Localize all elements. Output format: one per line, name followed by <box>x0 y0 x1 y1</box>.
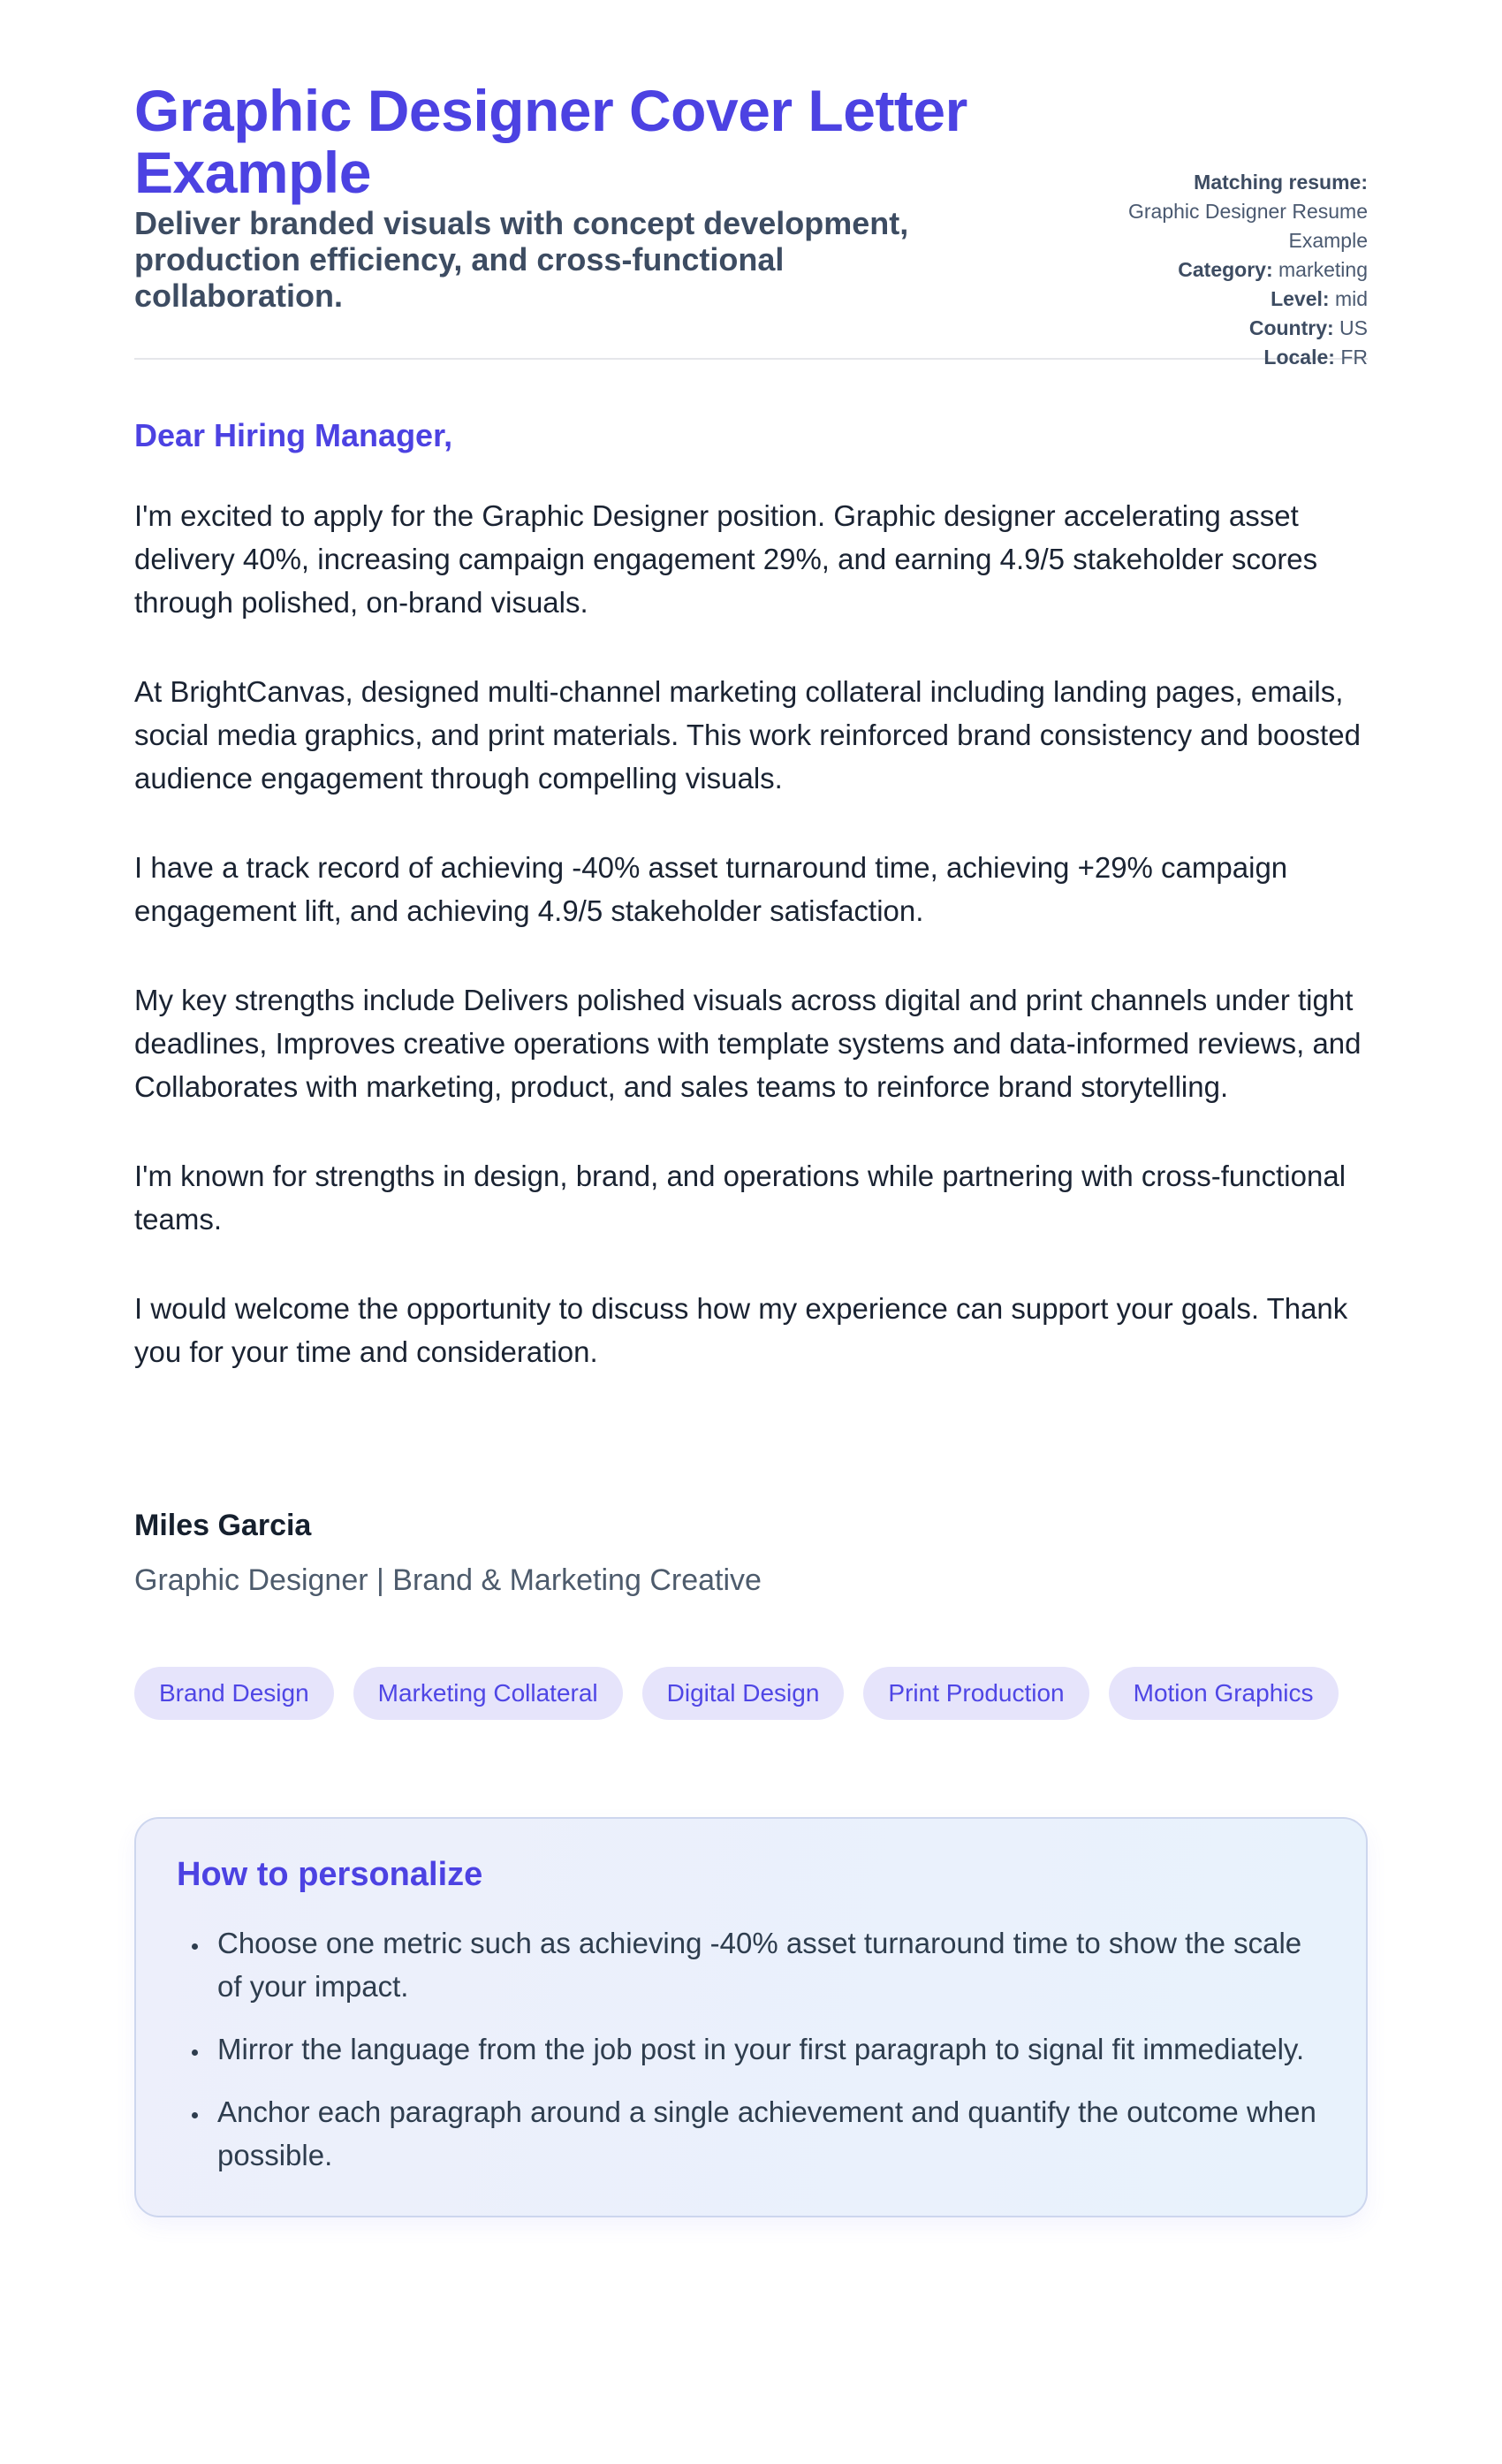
tag-pill-marketing-collateral[interactable]: Marketing Collateral <box>353 1667 623 1720</box>
paragraph-closing: I would welcome the opportunity to discuss how my experience can support your goals. Thank you for your time and consideration. <box>134 1292 1348 1368</box>
tag-list <box>134 1667 1368 1720</box>
paragraph-intro: I'm excited to apply for the Graphic Designer position. Graphic designer accelerating asset delivery 40%, increasing campaign engagement 29%, and earning 4.9/5 stakeholder scores through polished, on-brand visuals. <box>134 499 1318 619</box>
paragraph-experience: At BrightCanvas, designed multi-channel marketing collateral including landing pages, emails, social media graphics, and print materials. This work reinforced brand consistency and boosted audience engagement through compelling visuals. <box>134 675 1361 795</box>
meta-category-row <box>1076 255 1368 285</box>
personalize-bullet-anchor: • Anchor each paragraph around a single achievement and quantify the outcome when possible. <box>210 2090 1325 2177</box>
meta-category-label: Category: <box>1178 258 1273 281</box>
meta-locale-row <box>1076 343 1368 372</box>
personalize-heading: How to personalize <box>177 1856 483 1893</box>
meta-locale-value: FR <box>1340 346 1368 369</box>
tag-pill-brand-design[interactable]: Brand Design <box>134 1667 334 1720</box>
greeting: Dear Hiring Manager, <box>134 417 453 453</box>
meta-level-label: Level: <box>1271 287 1330 310</box>
meta-block <box>1076 168 1368 372</box>
cover-letter-page <box>0 80 1502 2217</box>
paragraph-known-for: I'm known for strengths in design, brand, and operations while partnering with cross-functional teams. <box>134 1160 1346 1236</box>
tag-pill-print-production[interactable]: Print Production <box>863 1667 1089 1720</box>
meta-country-label: Country: <box>1248 316 1334 339</box>
meta-category-value: marketing <box>1278 258 1368 281</box>
meta-country-value: US <box>1339 316 1368 339</box>
tag-pill-motion-graphics[interactable]: Motion Graphics <box>1109 1667 1339 1720</box>
meta-matching-resume-label: Matching resume: <box>1194 171 1368 194</box>
page-title: Graphic Designer Cover Letter Example <box>134 78 967 205</box>
tag-pill-digital-design[interactable]: Digital Design <box>642 1667 845 1720</box>
meta-locale-label: Locale: <box>1263 346 1335 369</box>
personalize-bullet-list <box>177 1921 1325 2177</box>
meta-country-row <box>1076 314 1368 343</box>
personalize-bullet-language: • Mirror the language from the job post in your first paragraph to signal fit immediately. <box>210 2027 1325 2071</box>
personalize-box <box>134 1817 1368 2217</box>
page-subtitle: Deliver branded visuals with concept development, production efficiency, and cross-functional collaboration. <box>134 205 909 314</box>
paragraph-strengths: My key strengths include Delivers polished visuals across digital and print channels under tight deadlines, Improves creative operations with template systems and data-informed reviews, and Collaborates with marketing, product, and sales teams to reinforce brand storytelling. <box>134 984 1362 1103</box>
meta-level-row <box>1076 285 1368 314</box>
signature-role: Graphic Designer | Brand & Marketing Creative <box>134 1563 762 1597</box>
personalize-bullet-metric: • Choose one metric such as achieving -40% asset turnaround time to show the scale of your impact. <box>210 1921 1325 2008</box>
paragraph-track-record: I have a track record of achieving -40% asset turnaround time, achieving +29% campaign engagement lift, and achieving 4.9/5 stakeholder satisfaction. <box>134 851 1288 927</box>
meta-level-value: mid <box>1334 287 1368 310</box>
meta-matching-resume-value: Graphic Designer Resume Example <box>1127 200 1368 252</box>
signature-name: Miles Garcia <box>134 1509 312 1542</box>
